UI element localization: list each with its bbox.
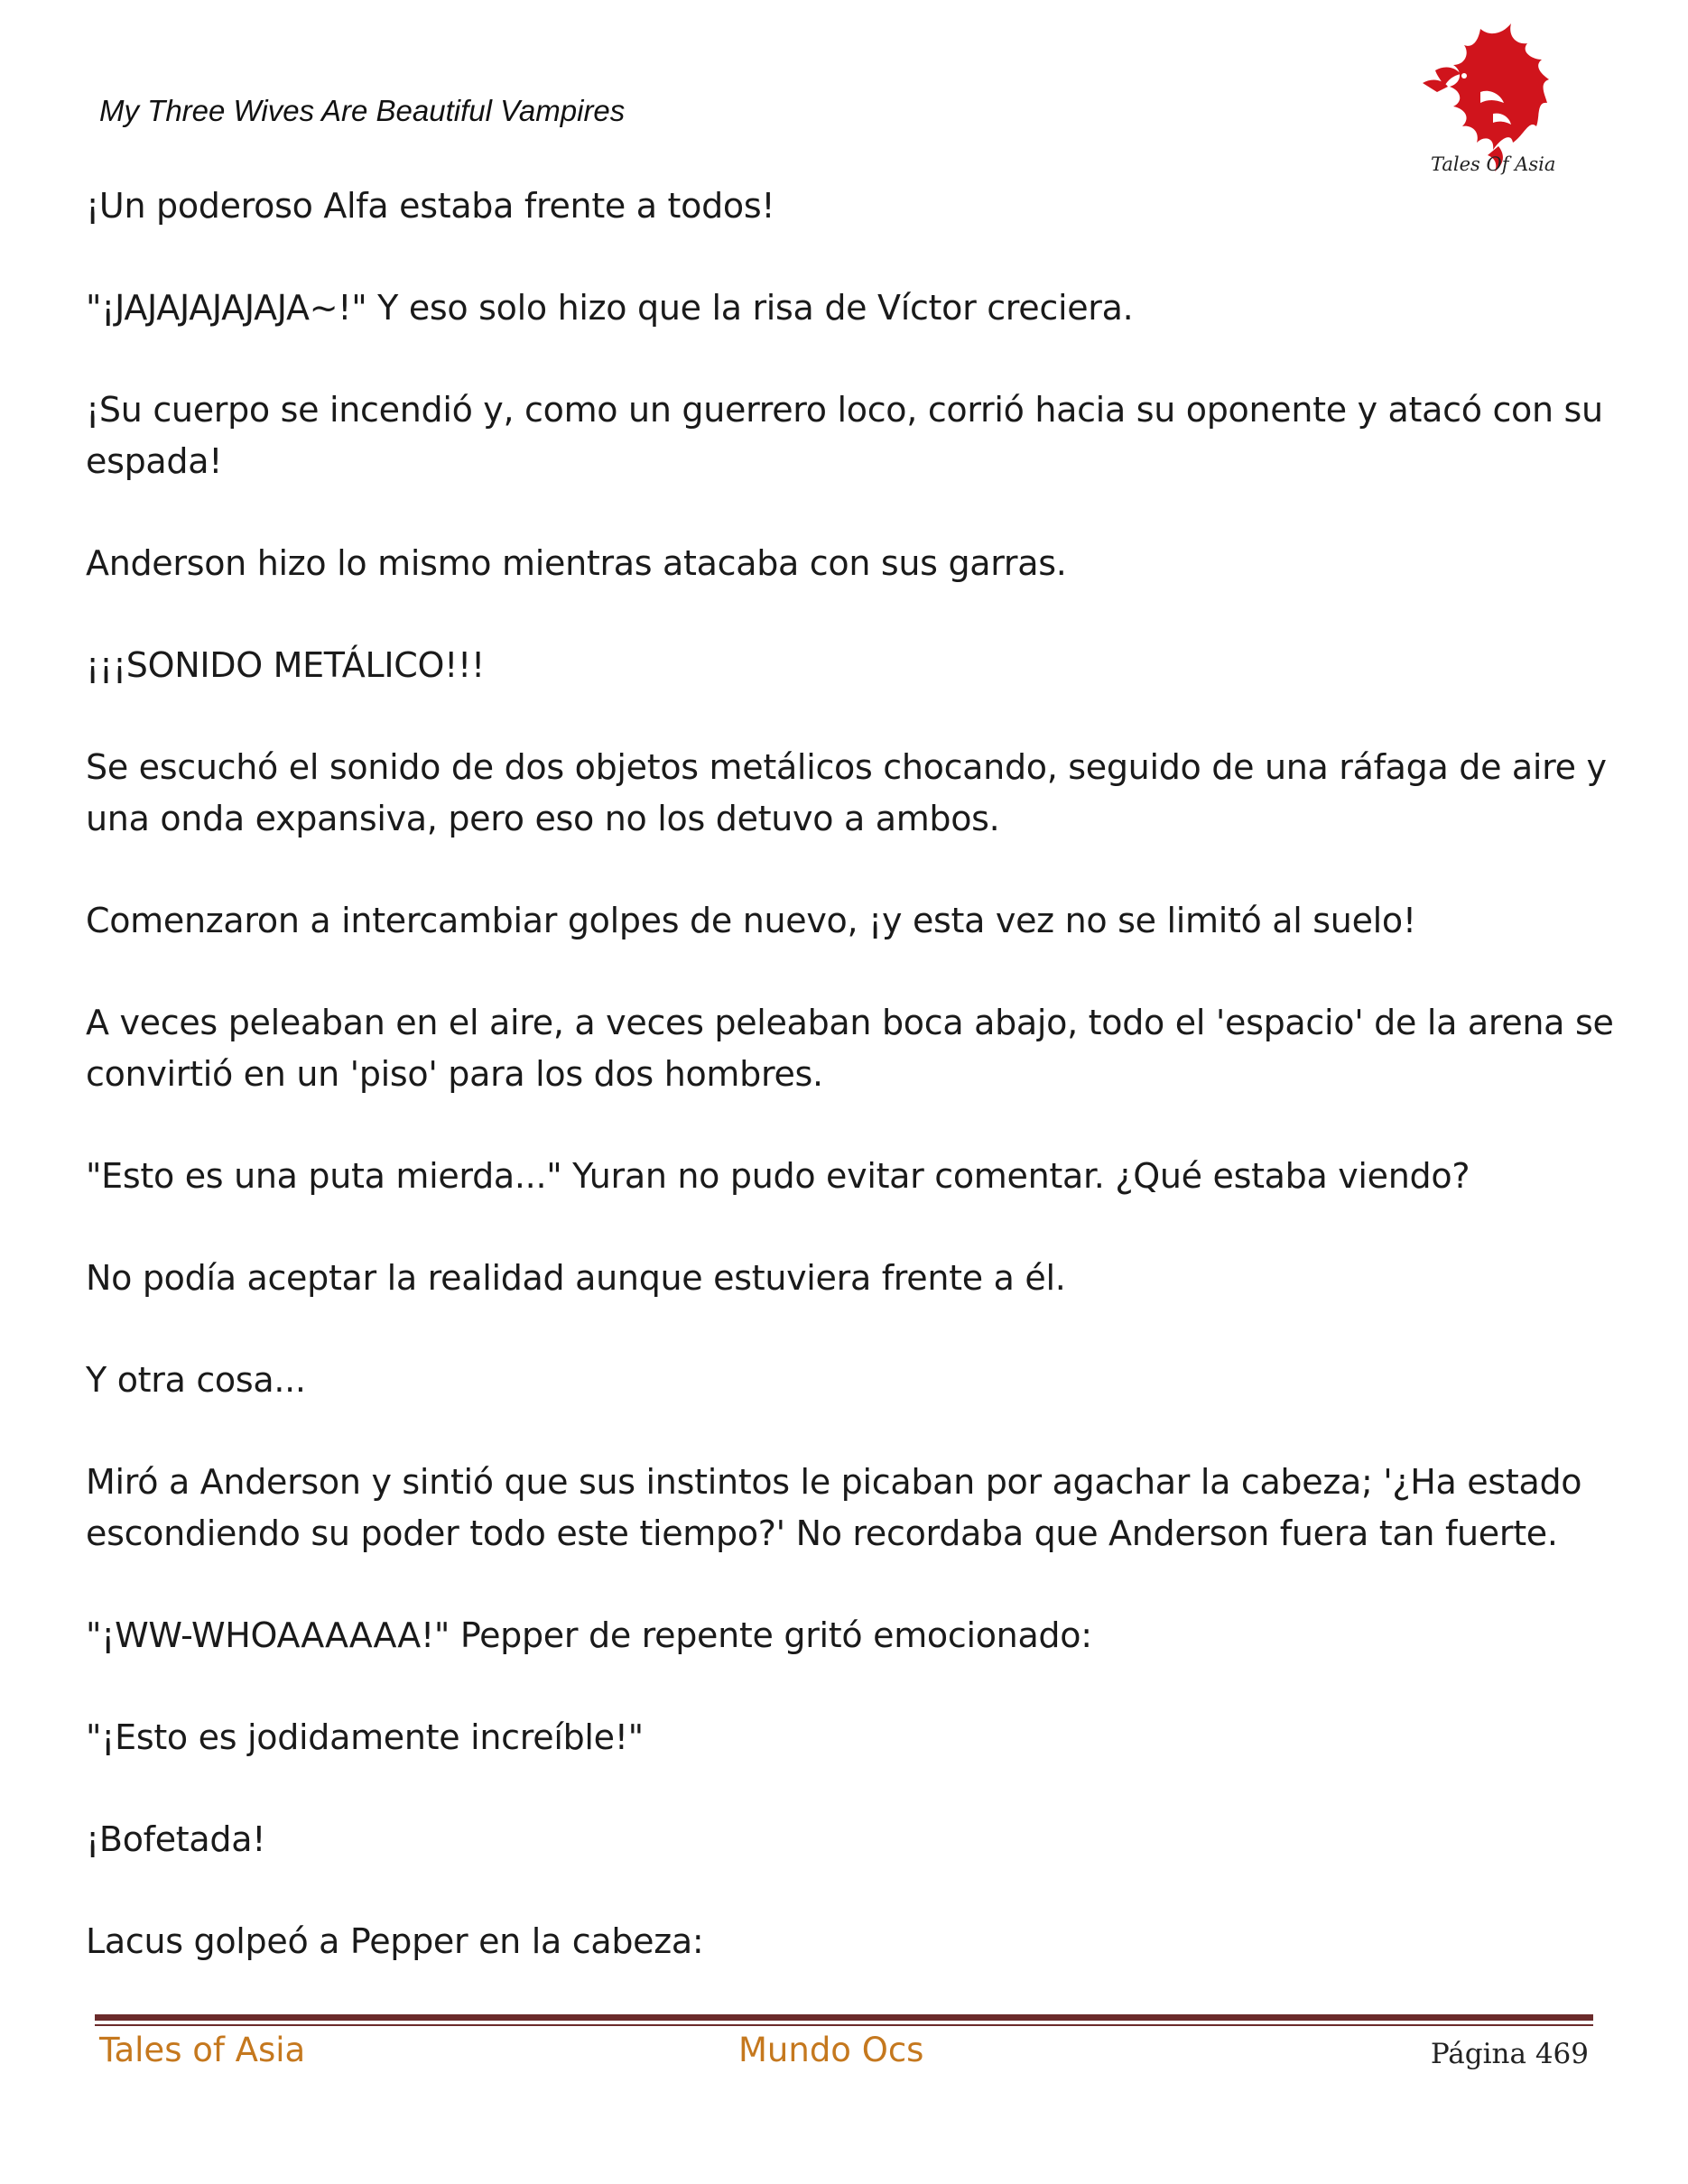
paragraph: "¡WW-WHOAAAAAA!" Pepper de repente gritó emocionado: bbox=[86, 1615, 1092, 1655]
paragraph: Miró a Anderson y sintió que sus instintos le picaban por agachar la cabeza; '¿Ha estado escondiendo su poder todo este tiempo?' No recordaba que Anderson fuera tan fuerte. bbox=[86, 1462, 1582, 1553]
paragraph: "¡JAJAJAJAJAJA~!" Y eso solo hizo que la risa de Víctor creciera. bbox=[86, 288, 1134, 328]
footer-source: Tales of Asia bbox=[99, 2031, 306, 2069]
footer-publisher: Mundo Ocs bbox=[738, 2031, 924, 2069]
paragraph: Se escuchó el sonido de dos objetos metálicos chocando, seguido de una ráfaga de aire y una onda expansiva, pero eso no los detuvo a ambos. bbox=[86, 747, 1607, 838]
header-title: My Three Wives Are Beautiful Vampires bbox=[99, 94, 626, 127]
paragraph: "¡Esto es jodidamente increíble!" bbox=[86, 1717, 644, 1757]
paragraph: Comenzaron a intercambiar golpes de nuevo, ¡y esta vez no se limitó al suelo! bbox=[86, 901, 1416, 940]
document-body bbox=[86, 180, 1620, 2018]
paragraph: Y otra cosa... bbox=[86, 1360, 306, 1400]
paragraph: Anderson hizo lo mismo mientras atacaba con sus garras. bbox=[86, 543, 1067, 583]
paragraph: No podía aceptar la realidad aunque estuviera frente a él. bbox=[86, 1258, 1066, 1298]
paragraph: "Esto es una puta mierda..." Yuran no pudo evitar comentar. ¿Qué estaba viendo? bbox=[86, 1156, 1470, 1196]
paragraph: ¡¡¡SONIDO METÁLICO!!! bbox=[86, 645, 485, 685]
footer-rule-thin bbox=[95, 2024, 1593, 2026]
paragraph: Lacus golpeó a Pepper en la cabeza: bbox=[86, 1921, 704, 1961]
footer-rule bbox=[95, 2014, 1593, 2021]
paragraph: ¡Bofetada! bbox=[86, 1819, 266, 1859]
logo-text: Tales Of Asia bbox=[1431, 153, 1556, 175]
paragraph: A veces peleaban en el aire, a veces peleaban boca abajo, todo el 'espacio' de la arena se convirtió en un 'piso' para los dos hombres. bbox=[86, 1003, 1614, 1094]
paragraph: ¡Su cuerpo se incendió y, como un guerrero loco, corrió hacia su oponente y atacó con su espada! bbox=[86, 390, 1603, 481]
page-number: Página 469 bbox=[1430, 2038, 1589, 2070]
paragraph: ¡Un poderoso Alfa estaba frente a todos! bbox=[86, 186, 775, 226]
